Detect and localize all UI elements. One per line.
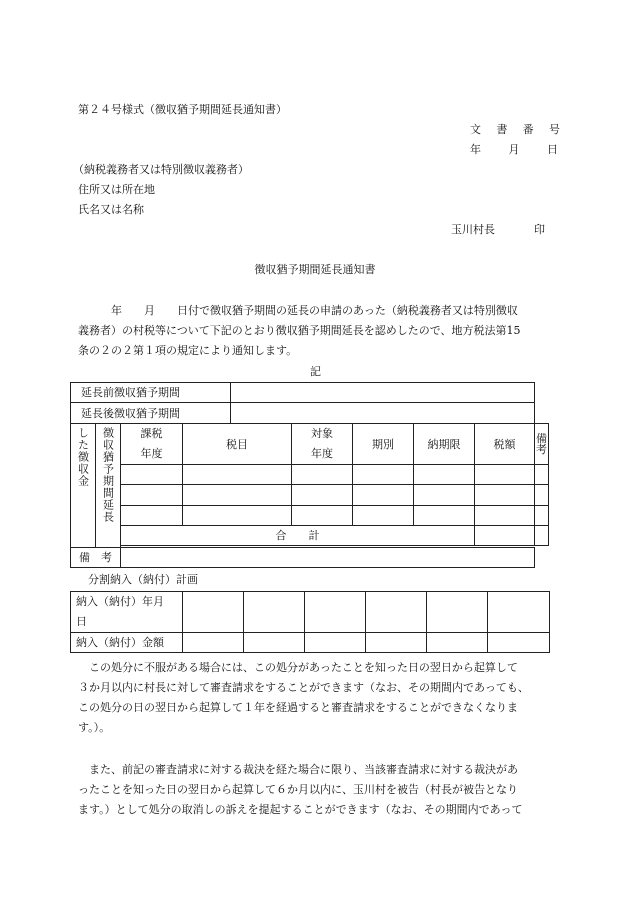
after-period-value: [231, 403, 535, 424]
installment-date-label: 納入（納付）年月 日: [71, 592, 183, 633]
issuer: 玉川村長: [451, 223, 495, 236]
header-tax-year: 課税 年度: [121, 424, 183, 465]
doc-number-char: 番: [522, 123, 534, 136]
table-row: [71, 465, 549, 485]
appeal-notice: [78, 658, 562, 738]
doc-number-char: 号: [548, 123, 560, 136]
header-tax-item: 税目: [183, 424, 292, 465]
header-remarks: 備考: [535, 424, 549, 465]
lawsuit-notice: [78, 760, 562, 820]
seal-mark: 印: [534, 223, 545, 236]
name-label: 氏名又は名称: [78, 203, 144, 216]
remarks-label: 備 考: [71, 548, 121, 568]
header-period: 期別: [353, 424, 414, 465]
ki-label: 記: [310, 365, 321, 378]
address-label: 住所又は所在地: [78, 183, 155, 196]
notice-line: ます。）として処分の取消しの訴えを提起することができます（なお、その期間内であって: [78, 803, 523, 816]
date-year: 年: [470, 143, 481, 156]
recipient-type: （納税義務者又は特別徴収義務者）: [73, 163, 249, 176]
intro-line: 義務者）の村税等について下記のとおり徴収猶予期間延長を認めしたので、地方税法第15: [78, 324, 521, 337]
installment-table: [70, 591, 550, 653]
header-tax-amount: 税額: [475, 424, 535, 465]
date-day: 日: [547, 143, 558, 156]
notice-line: ったことを知った日の翌日から起算して６か月以内に、玉川村を被告（村長が被告となり: [78, 783, 518, 796]
deferral-table: [70, 382, 549, 568]
table-row: [71, 506, 549, 526]
doc-number-char: 文: [470, 123, 481, 136]
total-amount: [475, 526, 535, 546]
intro-line: 年 月 日付で徴収猶予期間の延長の申請のあった（納税義務者又は特別徴収: [78, 304, 518, 317]
form-number: 第２４号様式（徴収猶予期間延長通知書）: [78, 103, 287, 116]
intro-line: 条の２の２第１項の規定により通知します。: [78, 344, 298, 357]
remarks-value: [121, 548, 535, 568]
side-label-inner: 徴収猶予期間延長: [96, 424, 121, 548]
before-period-label: 延長前徴収猶予期間: [71, 383, 231, 403]
intro-paragraph: [78, 301, 562, 361]
installment-amount-label: 納入（納付）金額: [71, 633, 183, 653]
notice-line: この処分に不服がある場合には、この処分があったことを知った日の翌日から起算して: [78, 661, 518, 674]
notice-line: す。）。: [78, 721, 111, 734]
document-number-label: [470, 124, 560, 135]
header-due-date: 納期限: [414, 424, 475, 465]
document-title: 徴収猶予期間延長通知書: [254, 263, 376, 276]
date-month: 月: [508, 143, 520, 156]
installment-title: 分割納入（納付）計画: [88, 573, 198, 586]
side-label-outer: した徴収金: [71, 424, 96, 548]
notice-line: この処分の日の翌日から起算して１年を経過すると審査請求をすることができなくなりま: [78, 701, 518, 714]
header-target-year: 対象 年度: [292, 424, 353, 465]
notice-line: また、前記の審査請求に対する裁決を経た場合に限り、当該審査請求に対する裁決があ: [78, 763, 518, 776]
table-row: [71, 485, 549, 506]
notice-line: ３か月以内に村長に対して審査請求をすることができます（なお、その期間内であっても、: [78, 681, 529, 694]
before-period-value: [231, 383, 535, 403]
doc-number-char: 書: [496, 123, 508, 136]
total-label: 合 計: [121, 526, 475, 546]
after-period-label: 延長後徴収猶予期間: [71, 403, 231, 424]
total-row: [71, 526, 549, 546]
date-label: [470, 144, 558, 155]
